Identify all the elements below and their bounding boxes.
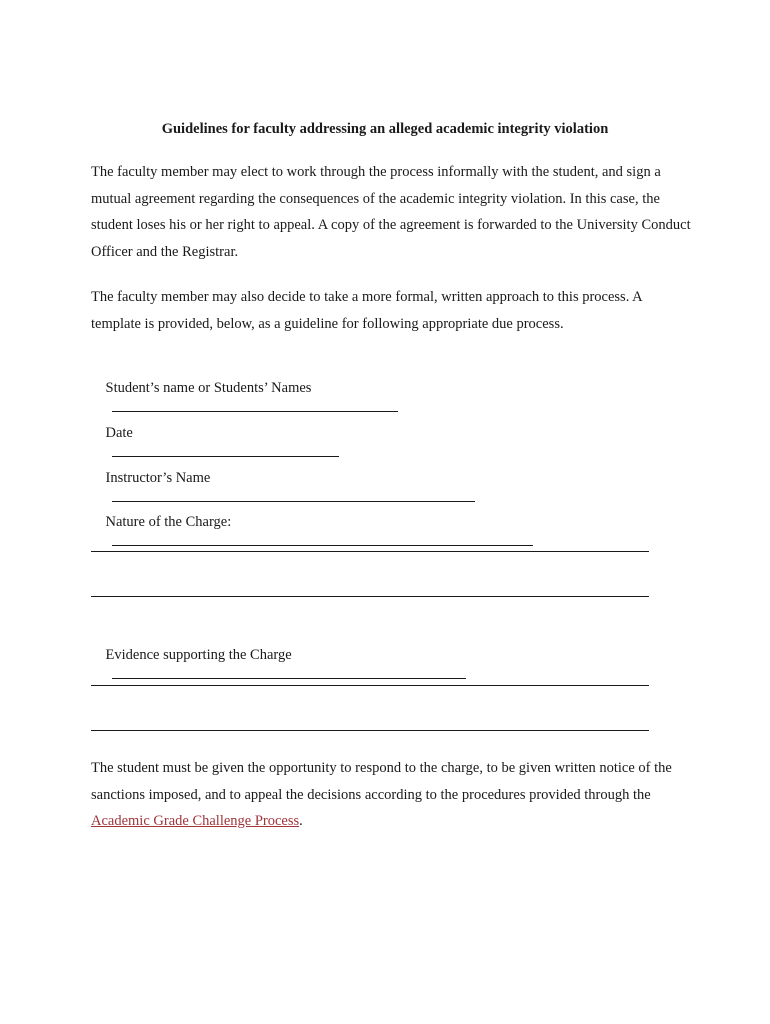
charge-label: Nature of the Charge: <box>105 514 232 530</box>
evidence-blank-line-3[interactable] <box>91 730 649 731</box>
paragraph-student-rights <box>91 755 691 835</box>
evidence-blank-line-2[interactable] <box>91 685 649 686</box>
charge-field[interactable] <box>91 492 533 572</box>
charge-blank[interactable] <box>112 533 533 546</box>
paragraph-informal-process: The faculty member may elect to work through the process informally with the student, and sign a mutual agreement regarding the consequences of the academic integrity violation. In this case, the student loses his or her right to appeal. A copy of the agreement is forwarded to the University Conduct Officer and the Registrar. <box>91 164 691 260</box>
academic-grade-challenge-link[interactable]: Academic Grade Challenge Process <box>91 813 300 829</box>
instructor-name-label: Instructor’s Name <box>105 470 211 486</box>
charge-blank-line-2[interactable] <box>91 551 649 552</box>
evidence-blank[interactable] <box>112 666 466 679</box>
closing-text: The student must be given the opportunity to respond to the charge, to be given written notice of the sanctions imposed, and to appeal the decisions according to the procedures provided through the <box>91 760 672 803</box>
evidence-field[interactable] <box>91 625 466 705</box>
document-title: Guidelines for faculty addressing an alleged academic integrity violation <box>161 121 609 137</box>
charge-blank-line-3[interactable] <box>91 596 649 597</box>
paragraph-formal-process: The faculty member may also decide to take a more formal, written approach to this process. A template is provided, below, as a guideline for following appropriate due process. <box>91 289 642 332</box>
students-name-label: Student’s name or Students’ Names <box>105 380 312 396</box>
closing-period: . <box>299 813 303 829</box>
date-label: Date <box>105 425 133 441</box>
evidence-label: Evidence supporting the Charge <box>105 647 292 663</box>
